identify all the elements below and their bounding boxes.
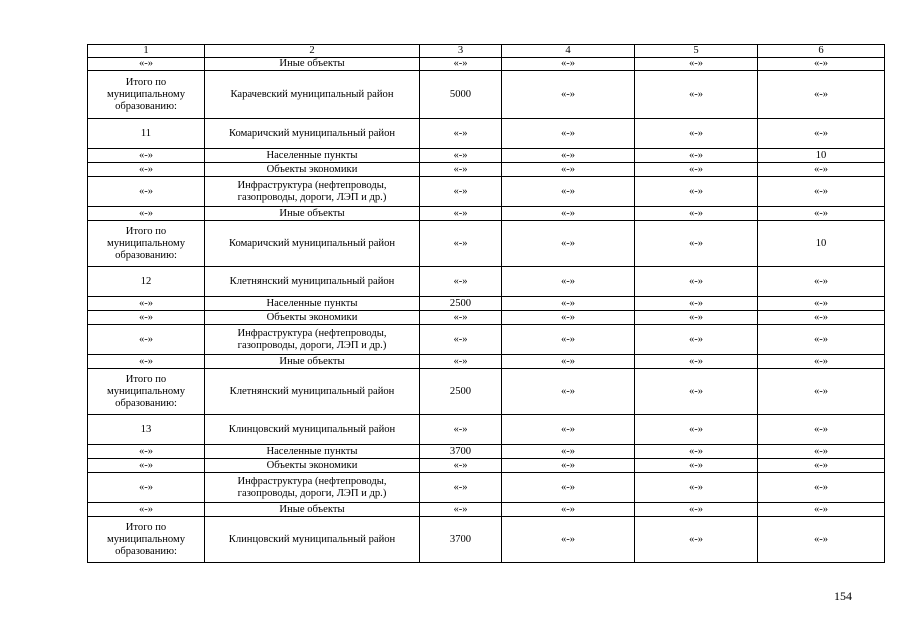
table-cell: «-» [88, 311, 205, 325]
table-cell: «-» [420, 355, 502, 369]
table-cell: «-» [635, 221, 758, 267]
table-cell: «-» [502, 445, 635, 459]
table-row [88, 325, 885, 355]
table-cell: 12 [88, 267, 205, 297]
table-cell: Иные объекты [205, 503, 420, 517]
table-cell: «-» [502, 473, 635, 503]
table-cell: «-» [502, 517, 635, 563]
table-cell: Итого по муниципальному образованию: [88, 517, 205, 563]
table-cell: «-» [635, 71, 758, 119]
table-cell: «-» [635, 207, 758, 221]
table-cell: «-» [635, 355, 758, 369]
table-row [88, 311, 885, 325]
table-cell: «-» [502, 415, 635, 445]
table-row [88, 267, 885, 297]
table-cell: «-» [88, 459, 205, 473]
table-cell: «-» [758, 355, 885, 369]
table-cell: Клетнянский муниципальный район [205, 369, 420, 415]
table-cell: Населенные пункты [205, 149, 420, 163]
table-row [88, 503, 885, 517]
table-row [88, 71, 885, 119]
table-row [88, 473, 885, 503]
table-cell: Клетнянский муниципальный район [205, 267, 420, 297]
table-cell: «-» [502, 267, 635, 297]
table-cell: «-» [635, 149, 758, 163]
table-cell: «-» [758, 267, 885, 297]
table-cell: «-» [758, 445, 885, 459]
table-row [88, 119, 885, 149]
table-cell: «-» [502, 58, 635, 71]
table-cell: «-» [758, 415, 885, 445]
table-row [88, 459, 885, 473]
table-cell: «-» [88, 325, 205, 355]
table-cell: «-» [635, 369, 758, 415]
table-cell: Итого по муниципальному образованию: [88, 71, 205, 119]
table-cell: «-» [420, 207, 502, 221]
table-cell: «-» [635, 311, 758, 325]
table-cell: Клинцовский муниципальный район [205, 415, 420, 445]
table-cell: «-» [88, 163, 205, 177]
table-cell: Комаричский муниципальный район [205, 221, 420, 267]
table-cell: «-» [420, 177, 502, 207]
header-cell: 1 [88, 45, 205, 58]
table-cell: «-» [635, 177, 758, 207]
table-cell: «-» [88, 58, 205, 71]
table-cell: «-» [420, 149, 502, 163]
table-cell: Объекты экономики [205, 311, 420, 325]
table-cell: «-» [420, 267, 502, 297]
table-cell: «-» [420, 459, 502, 473]
table-row [88, 163, 885, 177]
table-row [88, 297, 885, 311]
table-cell: Клинцовский муниципальный район [205, 517, 420, 563]
table-cell: «-» [758, 297, 885, 311]
table-cell: «-» [635, 415, 758, 445]
table-cell: «-» [635, 445, 758, 459]
table-cell: Комаричский муниципальный район [205, 119, 420, 149]
table-cell: 11 [88, 119, 205, 149]
table-cell: 3700 [420, 517, 502, 563]
table-cell: «-» [635, 163, 758, 177]
header-cell: 2 [205, 45, 420, 58]
table-cell: 3700 [420, 445, 502, 459]
header-cell: 3 [420, 45, 502, 58]
table-header-row [88, 45, 885, 58]
table-cell: «-» [758, 71, 885, 119]
table-cell: «-» [88, 355, 205, 369]
table-cell: «-» [502, 297, 635, 311]
table-cell: «-» [502, 369, 635, 415]
table-row [88, 517, 885, 563]
table-cell: 10 [758, 221, 885, 267]
table-cell: 10 [758, 149, 885, 163]
table-cell: «-» [502, 207, 635, 221]
table-cell: «-» [635, 325, 758, 355]
table-cell: «-» [88, 177, 205, 207]
header-cell: 4 [502, 45, 635, 58]
table-cell: «-» [635, 503, 758, 517]
data-table [87, 44, 885, 563]
table-cell: «-» [502, 149, 635, 163]
table-cell: Иные объекты [205, 207, 420, 221]
table-cell: Объекты экономики [205, 459, 420, 473]
table-cell: «-» [88, 207, 205, 221]
table-cell: Населенные пункты [205, 445, 420, 459]
table-cell: «-» [502, 163, 635, 177]
table-cell: «-» [758, 58, 885, 71]
table-cell: «-» [502, 177, 635, 207]
table-cell: Инфраструктура (нефтепроводы, газопроводы, дороги, ЛЭП и др.) [205, 325, 420, 355]
table-cell: «-» [635, 58, 758, 71]
table-row [88, 149, 885, 163]
table-cell: «-» [502, 71, 635, 119]
table-cell: Иные объекты [205, 58, 420, 71]
table-cell: Населенные пункты [205, 297, 420, 311]
table-cell: 13 [88, 415, 205, 445]
table-cell: «-» [635, 297, 758, 311]
table-cell: Инфраструктура (нефтепроводы, газопроводы, дороги, ЛЭП и др.) [205, 473, 420, 503]
table-cell: «-» [88, 445, 205, 459]
table-cell: «-» [502, 325, 635, 355]
table-cell: 2500 [420, 297, 502, 311]
table-cell: «-» [420, 473, 502, 503]
table-cell: Карачевский муниципальный район [205, 71, 420, 119]
table-cell: «-» [88, 297, 205, 311]
table-cell: «-» [502, 311, 635, 325]
table-cell: «-» [502, 355, 635, 369]
table-cell: Инфраструктура (нефтепроводы, газопроводы, дороги, ЛЭП и др.) [205, 177, 420, 207]
table-row [88, 207, 885, 221]
table-cell: «-» [420, 311, 502, 325]
table-row [88, 369, 885, 415]
table-row [88, 221, 885, 267]
table-cell: «-» [758, 325, 885, 355]
table-cell: «-» [635, 459, 758, 473]
table-cell: «-» [88, 473, 205, 503]
table-cell: «-» [758, 177, 885, 207]
table-cell: «-» [758, 473, 885, 503]
table-cell: «-» [635, 119, 758, 149]
table-cell: «-» [420, 221, 502, 267]
table-cell: Иные объекты [205, 355, 420, 369]
table-cell: «-» [758, 311, 885, 325]
header-cell: 5 [635, 45, 758, 58]
table-cell: «-» [758, 459, 885, 473]
table-cell: «-» [88, 503, 205, 517]
table-cell: «-» [420, 503, 502, 517]
table-cell: «-» [420, 58, 502, 71]
table-cell: «-» [502, 221, 635, 267]
table-cell: «-» [758, 369, 885, 415]
table-cell: «-» [420, 119, 502, 149]
table-cell: «-» [502, 503, 635, 517]
table-cell: Объекты экономики [205, 163, 420, 177]
table-cell: «-» [758, 119, 885, 149]
table-row [88, 355, 885, 369]
table-cell: «-» [635, 517, 758, 563]
table-cell: «-» [635, 473, 758, 503]
table-cell: 5000 [420, 71, 502, 119]
table-cell: «-» [88, 149, 205, 163]
table-row [88, 415, 885, 445]
table-cell: «-» [420, 415, 502, 445]
table-row [88, 177, 885, 207]
table-cell: «-» [420, 163, 502, 177]
table-cell: «-» [758, 163, 885, 177]
table-cell: «-» [502, 119, 635, 149]
table-cell: Итого по муниципальному образованию: [88, 221, 205, 267]
page-number: 154 [834, 589, 852, 603]
table-cell: «-» [502, 459, 635, 473]
table-cell: «-» [635, 267, 758, 297]
table-cell: «-» [420, 325, 502, 355]
table-cell: «-» [758, 503, 885, 517]
header-cell: 6 [758, 45, 885, 58]
table-cell: «-» [758, 517, 885, 563]
table-row [88, 445, 885, 459]
table-row [88, 58, 885, 71]
table-cell: «-» [758, 207, 885, 221]
table-cell: 2500 [420, 369, 502, 415]
table-cell: Итого по муниципальному образованию: [88, 369, 205, 415]
